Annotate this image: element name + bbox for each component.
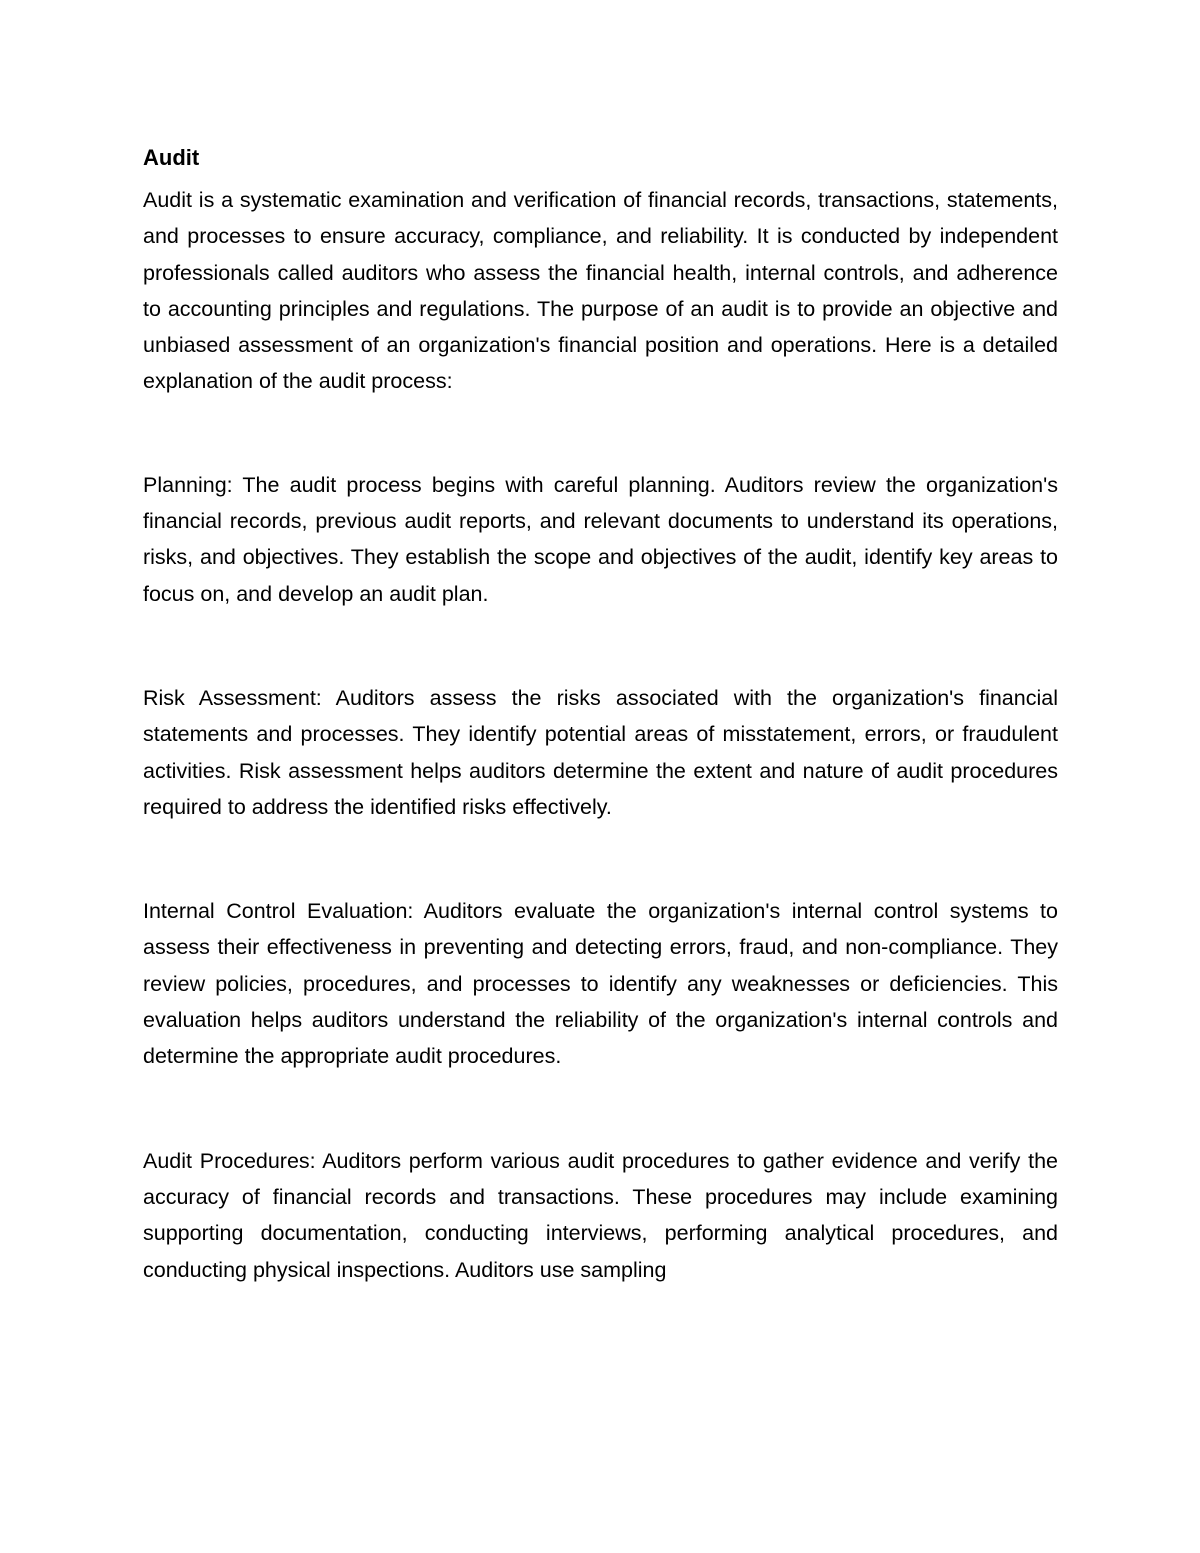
paragraph-introduction: Audit is a systematic examination and verification of financial records, transactions, statements, and processes to ensure accuracy, compliance, and reliability. It is conducted by independent professionals called auditors who assess the financial health, internal controls, and adherence to accounting principles and regulations. The purpose of an audit is to provide an objective and unbiased assessment of an organization's financial position and operations. Here is a detailed explanation of the audit process: <box>143 188 1058 394</box>
paragraph-audit-procedures: Audit Procedures: Auditors perform various audit procedures to gather evidence and verify the accuracy of financial records and transactions. These procedures may include examining supporting documentation, conducting interviews, performing analytical procedures, and conducting physical inspections. Auditors use sampling <box>143 1148 1058 1282</box>
document-page <box>143 140 1058 1288</box>
paragraph-risk-assessment: Risk Assessment: Auditors assess the risks associated with the organization's financial statements and processes. They identify potential areas of misstatement, errors, or fraudulent activities. Risk assessment helps auditors determine the extent and nature of audit procedures required to address the identified risks effectively. <box>143 685 1058 819</box>
paragraph-planning: Planning: The audit process begins with careful planning. Auditors review the organization's financial records, previous audit reports, and relevant documents to understand its operations, risks, and objectives. They establish the scope and objectives of the audit, identify key areas to focus on, and develop an audit plan. <box>143 472 1058 606</box>
paragraph-internal-control-evaluation: Internal Control Evaluation: Auditors evaluate the organization's internal control systems to assess their effectiveness in preventing and detecting errors, fraud, and non-compliance. They review policies, procedures, and processes to identify any weaknesses or deficiencies. This evaluation helps auditors understand the reliability of the organization's internal controls and determine the appropriate audit procedures. <box>143 899 1058 1069</box>
document-title: Audit <box>143 145 200 170</box>
